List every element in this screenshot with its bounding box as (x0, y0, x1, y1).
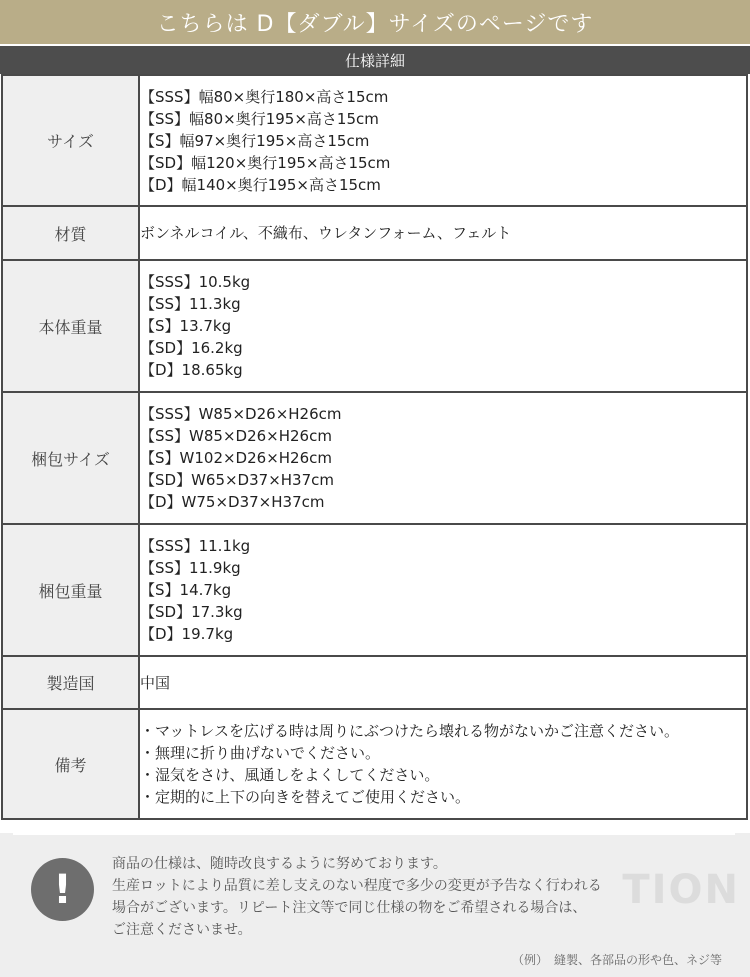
spec-line: 【S】W102×D26×H26cm (140, 449, 332, 467)
spec-line: ・湿気をさけ、風通しをよくしてください。 (140, 766, 440, 784)
spec-line: 【S】幅97×奥行195×高さ15cm (140, 131, 370, 150)
spec-line: 【SSS】W85×D26×H26cm (140, 405, 342, 423)
spec-line: 【D】18.65kg (140, 361, 243, 379)
exclamation-icon: ! (31, 858, 94, 921)
spec-line: 【D】19.7kg (140, 625, 234, 643)
spec-line: 【SS】11.3kg (140, 295, 241, 313)
page-title: こちらは D【ダブル】サイズのページです (156, 11, 594, 37)
spec-value (139, 392, 747, 524)
spec-row-package-size (2, 392, 747, 524)
spec-row-size (2, 75, 747, 206)
spec-line: 【S】14.7kg (140, 581, 232, 599)
spec-row-package-weight (2, 524, 747, 656)
spec-line: 【SS】11.9kg (140, 559, 241, 577)
spec-value (139, 75, 747, 206)
spec-line: 【S】13.7kg (140, 317, 232, 335)
spec-line: 【SD】16.2kg (140, 339, 243, 357)
spec-section-title (0, 46, 750, 74)
spec-value (139, 206, 747, 260)
spec-line: ・定期的に上下の向きを替えてご使用ください。 (140, 788, 471, 806)
spec-table (1, 74, 748, 820)
spec-line: 中国 (140, 673, 171, 692)
spec-line: 【SD】W65×D37×H37cm (140, 471, 334, 489)
notice-line: ご注意くださいませ。 (112, 922, 252, 938)
notice-text (112, 853, 602, 941)
notice-example: （例） 縫製、各部品の形や色、ネジ等 (511, 953, 722, 967)
spec-line: 【SS】幅80×奥行195×高さ15cm (140, 109, 379, 128)
spec-line: 【D】幅140×奥行195×高さ15cm (140, 175, 381, 194)
spec-line: ・無理に折り曲げないでください。 (140, 744, 381, 762)
spec-value (139, 656, 747, 709)
spec-row-material (2, 206, 747, 260)
spec-label: 材質 (2, 206, 139, 260)
spec-value (139, 260, 747, 392)
spec-label: 梱包重量 (2, 524, 139, 656)
spec-row-notes (2, 709, 747, 819)
spec-label: 備考 (2, 709, 139, 819)
spec-label: サイズ (2, 75, 139, 206)
spec-label: 製造国 (2, 656, 139, 709)
spec-line: 【D】W75×D37×H37cm (140, 493, 325, 511)
caution-watermark: TION (622, 867, 740, 913)
spec-line: 【SD】17.3kg (140, 603, 243, 621)
spec-line: 【SSS】幅80×奥行180×高さ15cm (140, 87, 389, 106)
spec-value (139, 524, 747, 656)
spec-line: ボンネルコイル、不織布、ウレタンフォーム、フェルト (140, 224, 512, 242)
spec-line: 【SSS】10.5kg (140, 273, 251, 291)
spec-label: 本体重量 (2, 260, 139, 392)
spec-value (139, 709, 747, 819)
page-header (0, 0, 750, 44)
spec-title-label: 仕様詳細 (344, 51, 405, 70)
notice-line: 生産ロットにより品質に差し支えのない程度で多少の変更が予告なく行われる (112, 878, 602, 894)
spec-line: ・マットレスを広げる時は周りにぶつけたら壊れる物がないかご注意ください。 (140, 722, 679, 740)
spec-row-weight (2, 260, 747, 392)
spec-line: 【SD】幅120×奥行195×高さ15cm (140, 153, 391, 172)
notice-line: 商品の仕様は、随時改良するように努めております。 (112, 856, 447, 872)
notice-line: 場合がございます。リピート注文等で同じ仕様の物をご希望される場合は、 (112, 900, 587, 916)
spec-line: 【SSS】11.1kg (140, 537, 251, 555)
notice-divider (13, 833, 735, 835)
spec-line: 【SS】W85×D26×H26cm (140, 427, 332, 445)
spec-label: 梱包サイズ (2, 392, 139, 524)
spec-row-country (2, 656, 747, 709)
caution-notice (0, 833, 750, 977)
